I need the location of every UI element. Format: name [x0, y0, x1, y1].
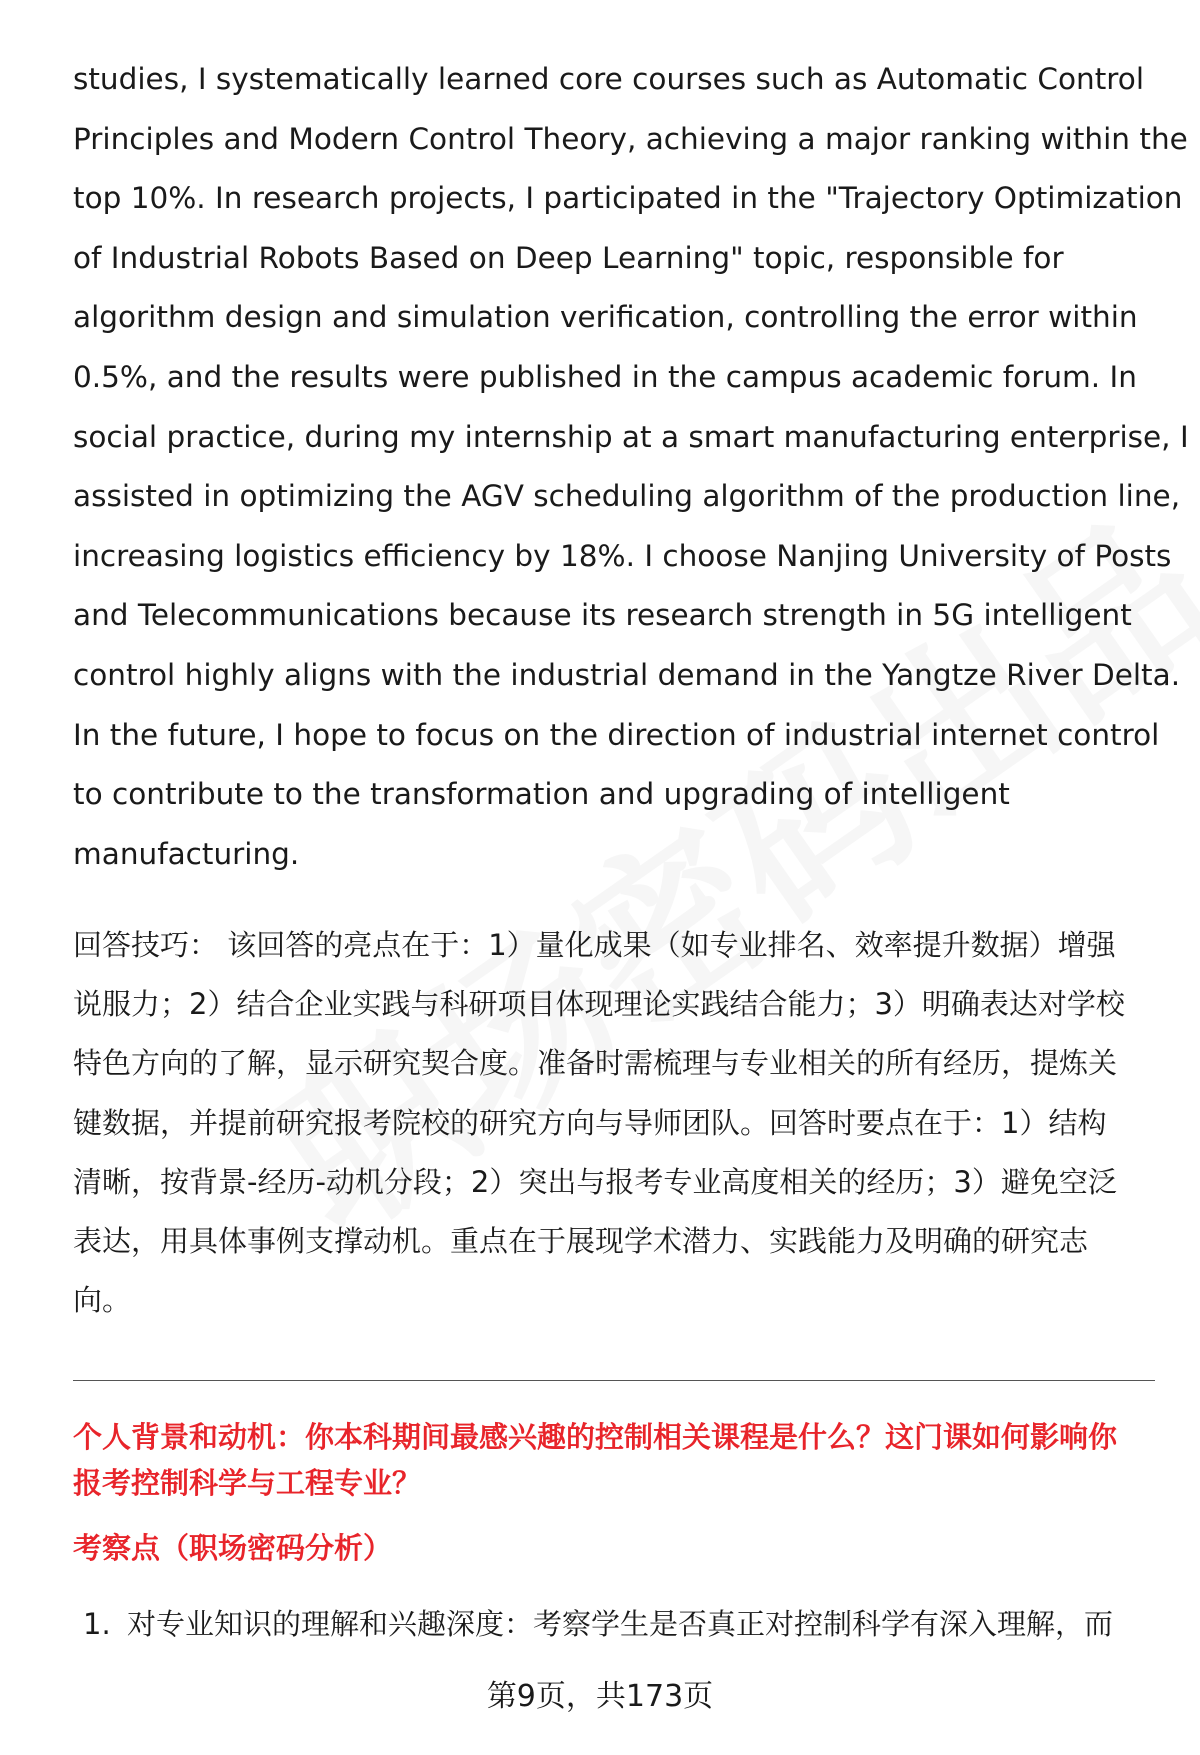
- paragraph-line: control highly aligns with the industrial demand in the Yangtze River Delta.: [73, 657, 1181, 692]
- tips-line: 向。: [73, 1283, 132, 1318]
- tips-line: 键数据，并提前研究报考院校的研究方向与导师团队。回答时要点在于：1）结构: [73, 1105, 1107, 1140]
- answer-tips-paragraph: [73, 916, 1155, 1330]
- tips-line: 回答技巧： 该回答的亮点在于：1）量化成果（如专业排名、效率提升数据）增强: [73, 928, 1116, 962]
- paragraph-line: social practice, during my internship at a smart manufacturing enterprise, I: [73, 419, 1189, 454]
- analysis-section-title: 考察点（职场密码分析）: [73, 1531, 393, 1565]
- page-number-footer: 第9页，共173页: [486, 1679, 714, 1714]
- paragraph-line: 0.5%, and the results were published in the campus academic forum. In: [73, 359, 1137, 394]
- paragraph-line: algorithm design and simulation verification, controlling the error within: [73, 300, 1138, 335]
- list-item: [83, 1604, 1155, 1644]
- tips-line: 说服力；2）结合企业实践与科研项目体现理论实践结合能力；3）明确表达对学校: [73, 987, 1125, 1022]
- tips-line: 特色方向的了解，显示研究契合度。准备时需梳理与专业相关的所有经历，提炼关: [73, 1046, 1118, 1081]
- tips-line: 表达，用具体事例支撑动机。重点在于展现学术潜力、实践能力及明确的研究志: [73, 1224, 1089, 1259]
- paragraph-line: of Industrial Robots Based on Deep Learning" topic, responsible for: [73, 240, 1064, 275]
- paragraph-line: Principles and Modern Control Theory, achieving a major ranking within the: [73, 121, 1188, 156]
- list-item-number: 1.: [83, 1607, 111, 1641]
- paragraph-line: and Telecommunications because its research strength in 5G intelligent: [73, 598, 1132, 633]
- english-paragraph: [73, 50, 1189, 884]
- paragraph-line: increasing logistics efficiency by 18%. I choose Nanjing University of Posts: [73, 538, 1172, 573]
- question-heading: [73, 1414, 1155, 1506]
- paragraph-line: In the future, I hope to focus on the direction of industrial internet control: [73, 717, 1160, 752]
- paragraph-line: studies, I systematically learned core courses such as Automatic Control: [73, 62, 1145, 96]
- list-item-text: 对专业知识的理解和兴趣深度：考察学生是否真正对控制科学有深入理解，而: [127, 1607, 1114, 1641]
- paragraph-line: assisted in optimizing the AGV scheduling algorithm of the production line,: [73, 479, 1181, 514]
- question-line: 个人背景和动机：你本科期间最感兴趣的控制相关课程是什么？这门课如何影响你: [73, 1420, 1118, 1454]
- paragraph-line: manufacturing.: [73, 836, 300, 871]
- paragraph-line: top 10%. In research projects, I participated in the "Trajectory Optimization: [73, 181, 1183, 216]
- tips-line: 清晰，按背景-经历-动机分段；2）突出与报考专业高度相关的经历；3）避免空泛: [73, 1164, 1117, 1199]
- paragraph-line: to contribute to the transformation and upgrading of intelligent: [73, 777, 1010, 812]
- section-divider: [73, 1380, 1155, 1381]
- question-line: 报考控制科学与工程专业？: [73, 1466, 422, 1500]
